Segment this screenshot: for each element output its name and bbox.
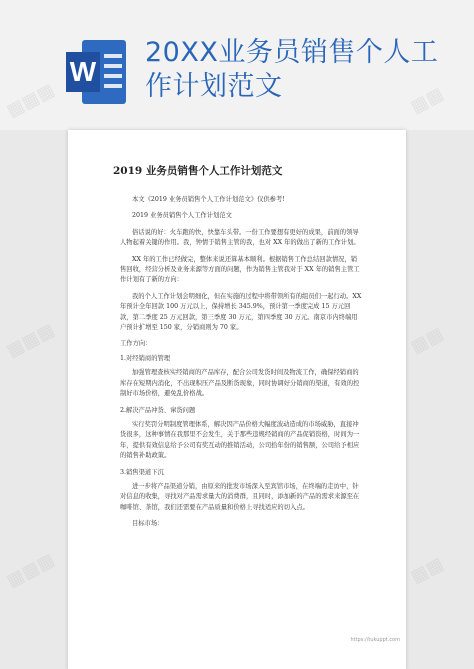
paragraph: 本文《2019 业务员销售个人工作计划范文》仅供参考!: [132, 196, 285, 203]
word-icon-letter: W: [66, 52, 100, 92]
section-heading: 3.销售渠道下沉: [120, 468, 164, 476]
paragraph: 加强管理查核实经销商的产品库存，配合公司发货时间及物流工作，确保经销商的库存在短期内消化，不出现积压产品及断货现象，同时协调好分销商的渠道，有效的控制好市场价格，避免乱价格战。: [120, 369, 360, 398]
paragraph: 2019 业务员销售个人工作计划范文: [132, 212, 232, 220]
watermark-mark: ▦▦: [407, 323, 447, 358]
paragraph: 目标市场：: [132, 520, 164, 528]
banner: [0, 0, 474, 130]
section-heading: 工作方向：: [120, 340, 152, 348]
banner-title: 20XX业务员销售个人工作计划范文: [145, 37, 439, 102]
paragraph: 我的个人工作计划会明细化，但在实施的过程中将带领所有的组员们一起行动。XX 年预计全年回款 100 万元以上，保持增长 345.9%，预计第一季度完成 15 万元回款，第二季度 25 万元回款，第三季度 30 万元，第四季度 30 万元。南京市内终端用户预计扩增至 150 家，分销商则为 70 家。: [120, 292, 362, 332]
footer-url: https://tukuppt.com: [350, 637, 400, 643]
document-title: 2019 业务员销售个人工作计划范文: [113, 165, 283, 177]
paragraph: XX 年的工作已经做完，整体来说还算基本顺利。根据销售工作总结回款情况，销售回收，经营分析及业务来源等方面的问题，作为销售主管我对于 XX 年的销售主管工作计划有了新的方向：: [120, 255, 360, 284]
section-heading: 2.解决产品冲货、窜货问题: [120, 406, 196, 414]
paragraph: 俗话说的好：火车跑的快，快靠车头带。一份工作要想有更好的成果，前面的领导人物起着关键的作用。我，钟情于销售主管的我，也对 XX 年的做出了新的工作计划。: [120, 228, 360, 247]
watermark-mark: ▦▦▦: [3, 549, 58, 592]
document-body: [120, 195, 362, 536]
word-document-icon: [66, 40, 128, 104]
section-heading: 1.对经销商的管理: [120, 354, 171, 362]
document-page: [68, 130, 406, 669]
paragraph: 实行奖罚分明制度管理体系，解决因产品价格大幅度波动造成的市场威胁，直接冲货很多，这种事情在我那里不会发生，关于那些违规经销商的产品促销资格，时间为一年，提供有效信息给予公司有奖互动的推销活动，公司拾年份的销售额，公司给予相应的销售补助政策。: [120, 420, 360, 460]
watermark-mark: ▦▦: [407, 553, 447, 588]
paragraph: 进一步将产品渠道分销，由原来的批发市场深入至宾馆市场，在终端的走访中，针对信息的收集，寻找对产品需求量大的消费群，且同时，添加新的产品的需求来源至在咖啡馆、茶馆，我们还需要在产品质量和价格上寻找适应的切入点。: [120, 482, 360, 511]
watermark-mark: ▦▦▦: [3, 319, 58, 362]
